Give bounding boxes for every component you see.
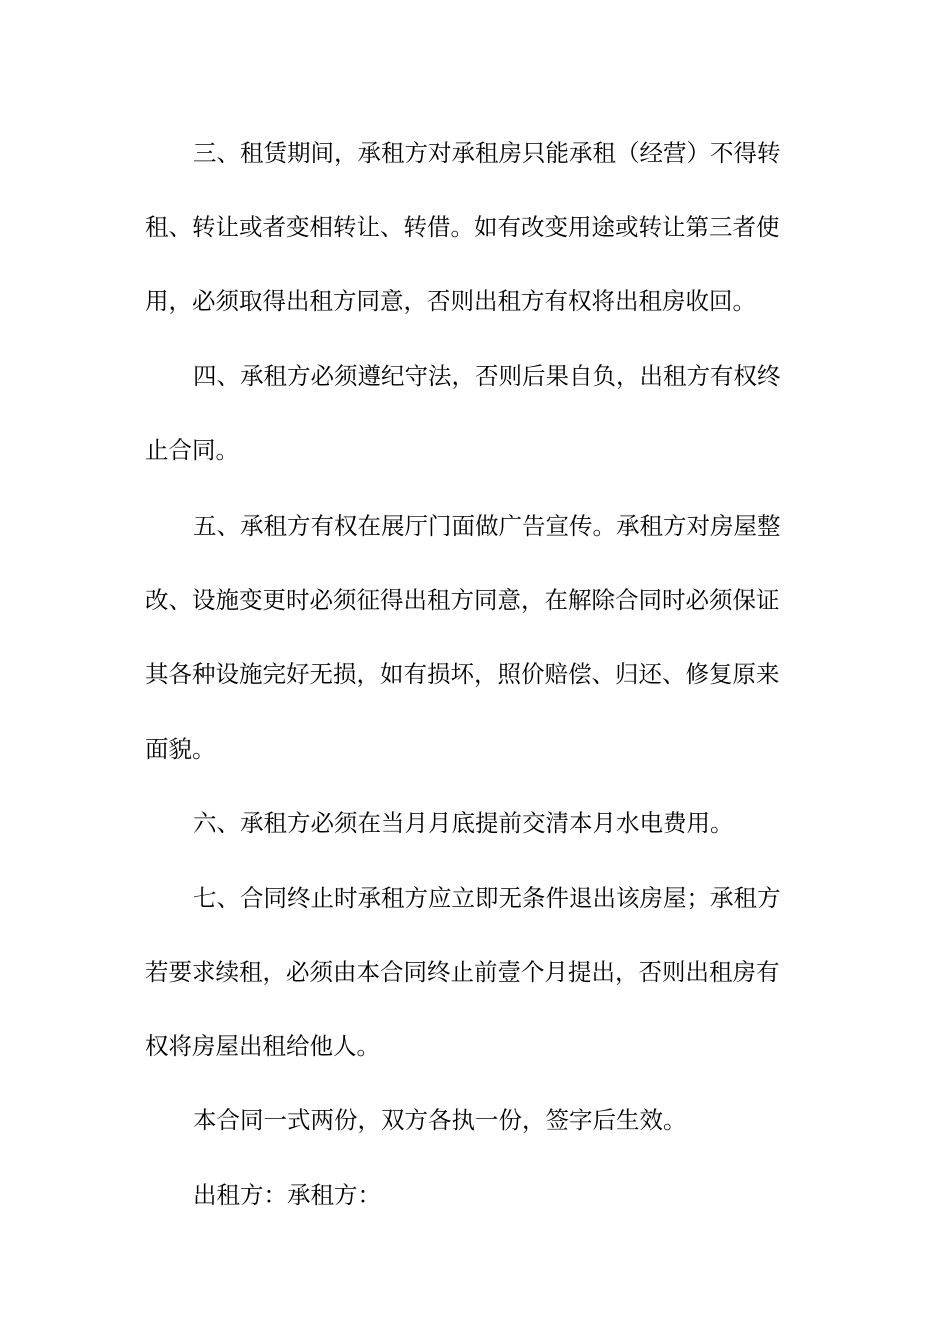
clause-3-line-3: 用，必须取得出租方同意，否则出租方有权将出租房收回。 — [145, 287, 756, 315]
clause-5-line-2: 改、设施变更时必须征得出租方同意，在解除合同时必须保证 — [145, 586, 780, 614]
copies-statement: 本合同一式两份，双方各执一份，签字后生效。 — [193, 1106, 687, 1134]
clause-3-line-1: 三、租赁期间，承租方对承租房只能承租（经营）不得转 — [193, 139, 781, 167]
clause-5-line-3: 其各种设施完好无损，如有损坏，照价赔偿、归还、修复原来 — [145, 660, 780, 688]
clause-3-line-2: 租、转让或者变相转让、转借。如有改变用途或转让第三者使 — [145, 213, 780, 241]
clause-6-line-1: 六、承租方必须在当月月底提前交清本月水电费用。 — [193, 809, 734, 837]
clause-7-line-2: 若要求续租，必须由本合同终止前壹个月提出，否则出租房有 — [145, 958, 780, 986]
clause-7-line-1: 七、合同终止时承租方应立即无条件退出该房屋；承租方 — [193, 884, 781, 912]
clause-4-line-1: 四、承租方必须遵纪守法，否则后果自负，出租方有权终 — [193, 362, 781, 390]
clause-4-line-2: 止合同。 — [145, 436, 239, 464]
clause-5-line-1: 五、承租方有权在展厅门面做广告宣传。承租方对房屋整 — [193, 512, 781, 540]
clause-5-line-4: 面貌。 — [145, 735, 216, 763]
signature-line: 出租方：承租方： — [193, 1181, 381, 1209]
clause-7-line-3: 权将房屋出租给他人。 — [145, 1032, 380, 1060]
